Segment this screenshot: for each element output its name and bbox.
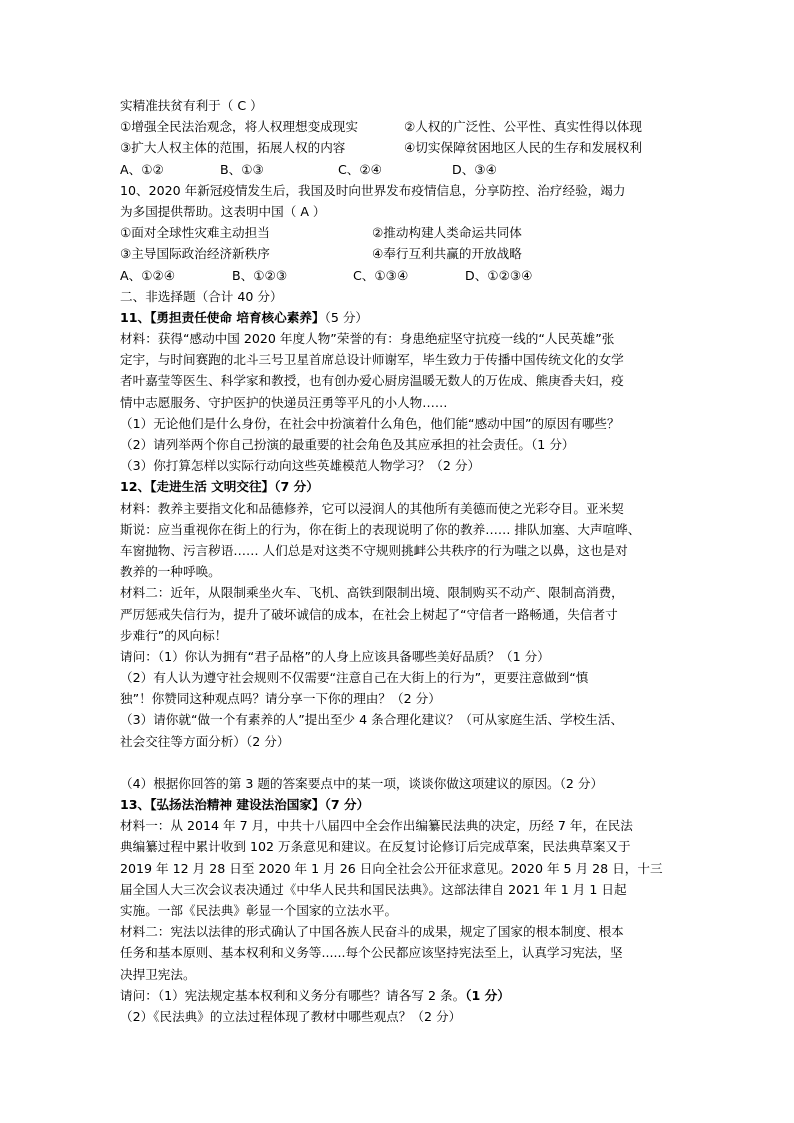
q13-question-1: [120, 985, 680, 1006]
q12-number: 12、: [120, 479, 151, 495]
q9-options-row-2: [120, 137, 680, 158]
q11-material-line: 者叶嘉莹等医生、科学家和教授，也有创办爱心厨房温暖无数人的万佐成、熊庚香夫妇，疫: [120, 373, 624, 389]
q12-title-text: 【走进生活 文明交往】: [150, 479, 275, 495]
q11-material-line: 情中志愿服务、守护医护的快递员汪勇等平凡的小人物……: [120, 394, 448, 410]
q13-material2-line: 材料二：宪法以法律的形式确认了中国各族人民奋斗的成果，规定了国家的根本制度、根本: [120, 924, 624, 940]
q13-number: 13、: [120, 797, 151, 812]
q10-stem-line-2: 为多国提供帮助。这表明中国（ A ）: [120, 203, 326, 219]
exam-page: [120, 95, 680, 1027]
answer-space: [120, 752, 680, 773]
q10-choices: [120, 265, 680, 286]
q9-choice-b: B、①③: [220, 161, 264, 177]
q11-title-text: 【勇担责任使命 培育核心素养】: [150, 309, 325, 325]
q13-question-2: （2）《民法典》的立法过程体现了教材中哪些观点？（2 分）: [120, 1008, 462, 1024]
q11-number: 11、: [120, 309, 151, 325]
q11-material-line: 定宇，与时间赛跑的北斗三号卫星首席总设计师谢军，毕生致力于传播中国传统文化的女学: [120, 352, 624, 368]
q12-material1-line: 斯说：应当重视你在街上的行为，你在街上的表现说明了你的教养…… 排队加塞、大声喧哗、: [120, 521, 641, 537]
q13-score: （7 分）: [324, 797, 370, 812]
q9-option-3: ③扩大人权主体的范围，拓展人权的内容: [120, 140, 346, 156]
section-2-heading: 二、非选择题（合计 40 分）: [120, 288, 283, 304]
q13-material1-line: 典编纂过程中累计收到 102 万条意见和建议。在反复讨论修订后完成草案，民法典草案又于: [120, 839, 631, 855]
q9-option-4: ④切实保障贫困地区人民的生存和发展权利: [404, 140, 642, 156]
q12-question-2-cont: 独”！你赞同这种观点吗？请分享一下你的理由？（2 分）: [120, 691, 441, 707]
q13-material2-line: 决捍卫宪法。: [120, 966, 196, 982]
q10-choice-d: D、①②③④: [465, 267, 533, 283]
q12-question-2: （2）有人认为遵守社会规则不仅需要“注意自己在大街上的行为”，更要注意做到“慎: [120, 670, 589, 686]
q13-material1-line: 2019 年 12 月 28 日至 2020 年 1 月 26 日向全社会公开征求意见。2020 年 5 月 28 日，十三: [120, 860, 663, 876]
q10-choice-a: A、①②④: [120, 267, 176, 283]
q9-choices: [120, 159, 680, 180]
q11-score: （5 分）: [324, 309, 369, 325]
q13-title: [120, 794, 680, 815]
q13-material1-line: 材料一：从 2014 年 7 月，中共十八届四中全会作出编纂民法典的决定，历经 7 年，在民法: [120, 818, 633, 834]
q12-material2-line: 材料二：近年，从限制乘坐火车、飞机、高铁到限制出境、限制购买不动产、限制高消费，: [120, 585, 624, 601]
q9-choice-c: C、②④: [338, 161, 382, 177]
q9-stem: 实精准扶贫有利于（ C ）: [120, 98, 263, 113]
q12-material1-line: 车窗抛物、污言秽语…… 人们总是对这类不守规则挑衅公共秩序的行为嗤之以鼻，这也是对: [120, 542, 628, 558]
q10-options-row-1: [120, 222, 680, 243]
q11-material-line: 材料：获得“感动中国 2020 年度人物”荣誉的有：身患绝症坚守抗疫一线的“人民英雄”张: [120, 331, 615, 347]
q9-choice-d: D、③④: [452, 161, 497, 177]
q12-question-1: 请问：（1）你认为拥有“君子品格”的人身上应该具备哪些美好品质？（1 分）: [120, 648, 550, 664]
q9-option-2: ②人权的广泛性、公平性、真实性得以体现: [404, 119, 642, 135]
q10-option-1: ①面对全球性灾难主动担当: [120, 225, 270, 241]
q13-title-text: 【弘扬法治精神 建设法治国家】: [150, 797, 325, 812]
q11-question-1: （1）无论他们是什么身份，在社会中扮演着什么角色，他们能“感动中国”的原因有哪些？: [120, 415, 620, 431]
q10-choice-c: C、①③④: [353, 267, 409, 283]
q11-question-2: （2）请列举两个你自己扮演的最重要的社会角色及其应承担的社会责任。（1 分）: [120, 437, 575, 452]
q12-material2-line: 严厉惩戒失信行为，提升了破坏诚信的成本，在社会上树起了“守信者一路畅通，失信者寸: [120, 606, 618, 622]
q12-material1-line: 材料：教养主要指文化和品德修养，它可以浸润人的其他所有美德而使之光彩夺目。亚米契: [120, 500, 624, 516]
q12-question-3: （3）请你就“做一个有素养的人”提出至少 4 条合理化建议？（可从家庭生活、学校生活、: [120, 712, 624, 728]
q11-question-3: （3）你打算怎样以实际行动向这些英雄模范人物学习？（2 分）: [120, 458, 481, 474]
q12-question-4: （4）根据你回答的第 3 题的答案要点中的某一项，谈谈你做这项建议的原因。（2 分）: [120, 775, 604, 791]
q12-title: [120, 476, 680, 497]
q13-question-1-score: （1 分）: [465, 987, 510, 1003]
q13-material2-line: 任务和基本原则、基本权利和义务等......每个公民都应该坚持宪法至上，认真学习宪法，坚: [120, 945, 623, 961]
q10-stem-line-1: 10、2020 年新冠疫情发生后，我国及时向世界发布疫情信息，分享防控、治疗经验，竭力: [120, 182, 626, 198]
q13-material1-line: 实施。一部《民法典》彰显一个国家的立法水平。: [120, 902, 398, 918]
q12-score: （7 分）: [274, 479, 319, 495]
q9-option-1: ①增强全民法治观念，将人权理想变成现实: [120, 119, 358, 135]
q10-option-2: ②推动构建人类命运共同体: [372, 225, 522, 241]
q10-choice-b: B、①②③: [232, 267, 288, 283]
q10-option-4: ④奉行互利共赢的开放战略: [372, 246, 522, 262]
q13-question-1-text: 请问：（1）宪法规定基本权利和义务分有哪些？请各写 2 条。: [120, 987, 466, 1003]
q12-material1-line: 教养的一种呼唤。: [120, 564, 221, 580]
q9-choice-a: A、①②: [120, 161, 164, 177]
q13-material1-line: 届全国人大三次会议表决通过《中华人民共和国民法典》。这部法律自 2021 年 1 月 1 日起: [120, 881, 627, 897]
q10-option-3: ③主导国际政治经济新秩序: [120, 246, 270, 262]
q9-options-row-1: [120, 116, 680, 137]
q12-material2-line: 步难行”的风向标！: [120, 627, 228, 643]
q11-title: [120, 307, 680, 328]
q10-options-row-2: [120, 243, 680, 264]
q12-question-3-cont: 社会交往等方面分析）（2 分）: [120, 733, 290, 749]
